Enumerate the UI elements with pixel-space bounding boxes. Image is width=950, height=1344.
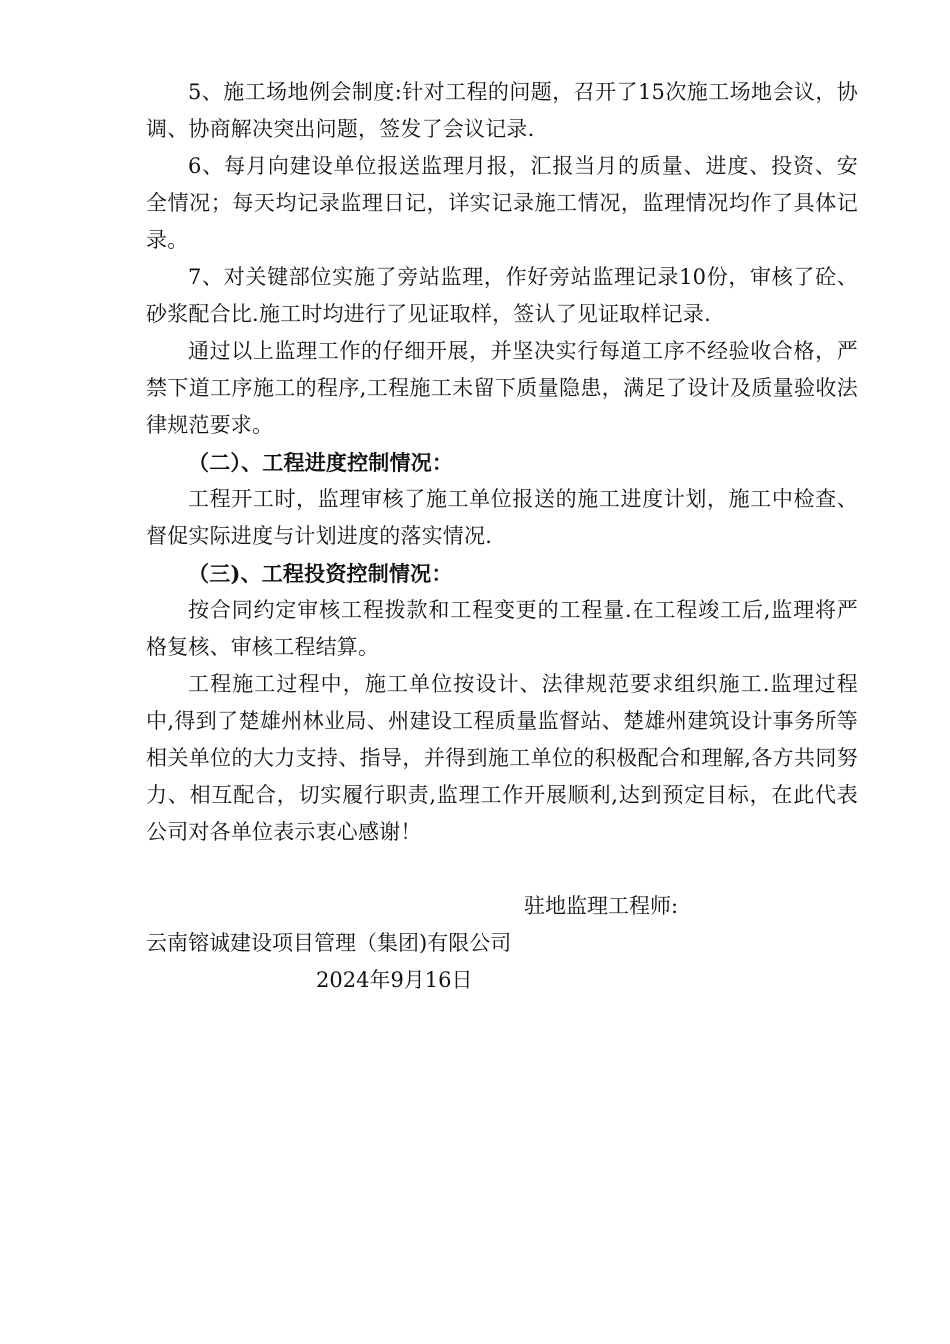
paragraph-quality-summary: 通过以上监理工作的仔细开展，并坚决实行每道工序不经验收合格，严禁下道工序施工的程序,工程施工未留下质量隐患，满足了设计及质量验收法律规范要求。 — [146, 339, 858, 437]
heading-investment-control: （三)、工程投资控制情况： — [188, 561, 453, 586]
paragraph-side-supervision: 7、对关键部位实施了旁站监理，作好旁站监理记录10份，审核了砼、砂浆配合比.施工时均进行了见证取样，签认了见证取样记录. — [146, 265, 858, 326]
signature-engineer-label: 驻地监理工程师: — [524, 894, 679, 918]
document-body — [146, 74, 858, 851]
paragraph-investment-control: 按合同约定审核工程拨款和工程变更的工程量.在工程竣工后,监理将严格复核、审核工程结算。 — [146, 598, 858, 659]
paragraph-progress-control: 工程开工时，监理审核了施工单位报送的施工进度计划，施工中检查、督促实际进度与计划进度的落实情况. — [146, 487, 858, 548]
paragraph-acknowledgement: 工程施工过程中，施工单位按设计、法律规范要求组织施工.监理过程中,得到了楚雄州林业局、州建设工程质量监督站、楚雄州建筑设计事务所等相关单位的大力支持、指导，并得到施工单位的积极配合和理解,各方共同努力、相互配合，切实履行职责,监理工作开展顺利,达到预定目标，在此代表公司对各单位表示衷心感谢！ — [146, 672, 858, 844]
signature-company: 云南镕诚建设项目管理（集团)有限公司 — [146, 931, 512, 955]
signature-date: 2024年9月16日 — [316, 968, 473, 992]
heading-progress-control: （二）、工程进度控制情况： — [188, 450, 454, 475]
paragraph-site-meetings: 5、施工场地例会制度:针对工程的问题，召开了15次施工场地会议，协调、协商解决突出问题，签发了会议记录. — [146, 80, 858, 141]
paragraph-monthly-report: 6、每月向建设单位报送监理月报，汇报当月的质量、进度、投资、安全情况；每天均记录监理日记，详实记录施工情况，监理情况均作了具体记录。 — [146, 154, 858, 252]
